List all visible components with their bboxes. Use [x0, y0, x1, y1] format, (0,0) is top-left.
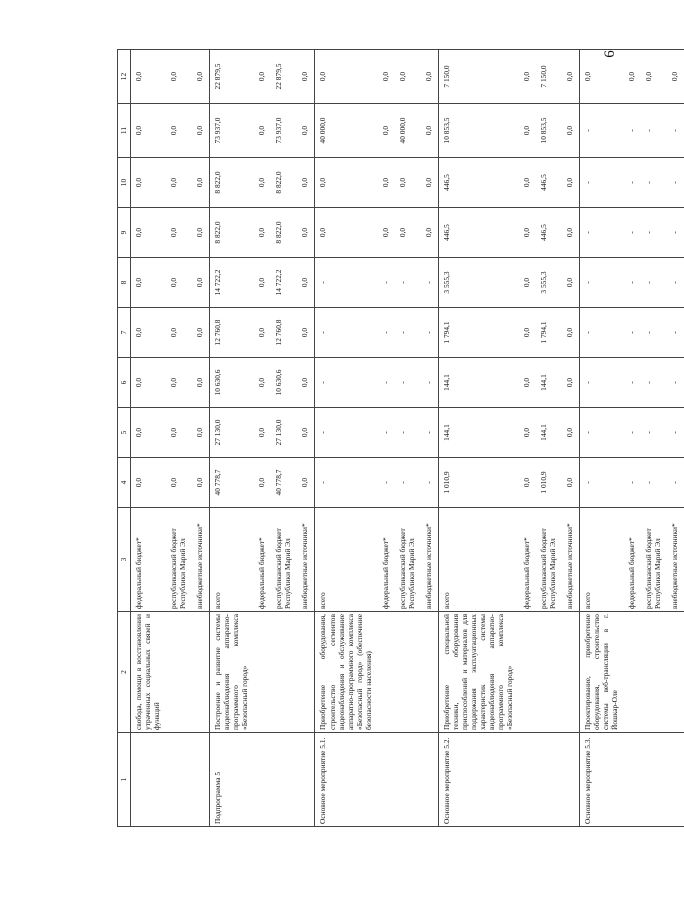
description-cell [562, 612, 580, 733]
funding-source-cell: внебюджетные источники* [297, 508, 315, 612]
column-number: 11 [118, 104, 131, 158]
description-cell [421, 612, 439, 733]
rotated-page [117, 50, 680, 827]
value-cell: 0,0 [297, 308, 315, 358]
value-cell: 10 853,5 [536, 104, 562, 158]
page-number: 6 [602, 50, 618, 58]
value-cell: 0,0 [297, 50, 315, 104]
value-cell: - [395, 258, 421, 308]
description-cell [624, 612, 641, 733]
value-cell: 0,0 [192, 104, 210, 158]
column-number: 8 [118, 258, 131, 308]
value-cell: 0,0 [192, 308, 210, 358]
value-cell: 0,0 [131, 208, 167, 258]
value-cell: 0,0 [519, 358, 536, 408]
value-cell: 0,0 [315, 158, 378, 208]
value-cell: 0,0 [297, 408, 315, 458]
column-number: 12 [118, 50, 131, 104]
value-cell: 0,0 [395, 208, 421, 258]
value-cell: - [667, 308, 684, 358]
program-cell [519, 733, 536, 827]
program-cell [378, 733, 395, 827]
value-cell: 0,0 [624, 50, 641, 104]
value-cell: 0,0 [315, 50, 378, 104]
table-row [641, 50, 667, 827]
value-cell: - [624, 104, 641, 158]
value-cell: 0,0 [562, 50, 580, 104]
funding-source-cell: федеральный бюджет* [519, 508, 536, 612]
value-cell: - [641, 104, 667, 158]
value-cell: 0,0 [562, 358, 580, 408]
table-row [421, 50, 439, 827]
value-cell: - [667, 158, 684, 208]
column-number-row [118, 50, 131, 827]
value-cell: 0,0 [562, 104, 580, 158]
value-cell: - [378, 258, 395, 308]
value-cell: - [667, 258, 684, 308]
column-number: 3 [118, 508, 131, 612]
value-cell: 0,0 [580, 50, 625, 104]
value-cell: 0,0 [421, 208, 439, 258]
value-cell: 0,0 [519, 104, 536, 158]
funding-source-cell: республиканский бюджет Республики Марий Эл [395, 508, 421, 612]
value-cell: - [667, 458, 684, 508]
program-cell [297, 733, 315, 827]
value-cell: - [641, 408, 667, 458]
program-cell [166, 733, 192, 827]
value-cell: 0,0 [192, 258, 210, 308]
value-cell: 0,0 [421, 158, 439, 208]
funding-source-cell: федеральный бюджет* [624, 508, 641, 612]
program-cell [395, 733, 421, 827]
value-cell: - [421, 408, 439, 458]
value-cell: 0,0 [562, 208, 580, 258]
program-cell [667, 733, 684, 827]
value-cell: 0,0 [421, 50, 439, 104]
value-cell: 27 130,0 [271, 408, 297, 458]
value-cell: 0,0 [254, 458, 271, 508]
value-cell: - [641, 208, 667, 258]
funding-source-cell: всего [438, 508, 519, 612]
value-cell: 3 555,3 [438, 258, 519, 308]
funding-source-cell: республиканский бюджет Республики Марий Эл [166, 508, 192, 612]
program-cell [562, 733, 580, 827]
column-number: 4 [118, 458, 131, 508]
value-cell: 0,0 [641, 50, 667, 104]
value-cell: 0,0 [254, 104, 271, 158]
value-cell: 0,0 [378, 104, 395, 158]
value-cell: 0,0 [192, 408, 210, 458]
value-cell: - [395, 308, 421, 358]
value-cell: 8 822,0 [210, 158, 255, 208]
value-cell: 0,0 [519, 208, 536, 258]
value-cell: 0,0 [315, 208, 378, 258]
value-cell: 0,0 [519, 50, 536, 104]
description-cell [254, 612, 271, 733]
value-cell: - [624, 408, 641, 458]
value-cell: 73 937,0 [210, 104, 255, 158]
value-cell: 0,0 [166, 50, 192, 104]
column-number: 6 [118, 358, 131, 408]
value-cell: 0,0 [131, 458, 167, 508]
description-cell [271, 612, 297, 733]
value-cell: 0,0 [297, 104, 315, 158]
value-cell: 0,0 [562, 458, 580, 508]
value-cell: - [641, 458, 667, 508]
value-cell: 144,1 [438, 358, 519, 408]
value-cell: 446,5 [536, 158, 562, 208]
funding-source-cell: республиканский бюджет Республики Марий Эл [536, 508, 562, 612]
value-cell: 1 010,9 [536, 458, 562, 508]
value-cell: - [641, 158, 667, 208]
value-cell: - [667, 408, 684, 458]
value-cell: - [315, 458, 378, 508]
value-cell: 0,0 [192, 358, 210, 408]
funding-source-cell: федеральный бюджет* [378, 508, 395, 612]
value-cell: 0,0 [562, 308, 580, 358]
value-cell: 0,0 [166, 308, 192, 358]
value-cell: - [378, 308, 395, 358]
program-cell [131, 733, 167, 827]
value-cell: 0,0 [378, 50, 395, 104]
funding-source-cell: внебюджетные источники* [192, 508, 210, 612]
value-cell: 0,0 [254, 358, 271, 408]
value-cell: 10 630,6 [210, 358, 255, 408]
value-cell: 14 722,2 [271, 258, 297, 308]
value-cell: 22 879,5 [271, 50, 297, 104]
value-cell: 0,0 [131, 308, 167, 358]
column-number: 9 [118, 208, 131, 258]
value-cell: - [378, 358, 395, 408]
value-cell: 0,0 [166, 158, 192, 208]
description-cell [378, 612, 395, 733]
table-row [378, 50, 395, 827]
table-row [580, 50, 625, 827]
value-cell: - [624, 308, 641, 358]
table-body [118, 50, 684, 827]
value-cell: 7 150,0 [536, 50, 562, 104]
value-cell: - [421, 458, 439, 508]
value-cell: 0,0 [166, 104, 192, 158]
table-row [254, 50, 271, 827]
value-cell: 8 822,0 [271, 208, 297, 258]
value-cell: 0,0 [519, 158, 536, 208]
column-number: 2 [118, 612, 131, 733]
description-cell [536, 612, 562, 733]
value-cell: 0,0 [254, 50, 271, 104]
value-cell: - [580, 308, 625, 358]
value-cell: 10 853,5 [438, 104, 519, 158]
value-cell: - [580, 258, 625, 308]
value-cell: 27 130,0 [210, 408, 255, 458]
value-cell: 446,5 [438, 208, 519, 258]
program-cell [624, 733, 641, 827]
funding-source-cell: федеральный бюджет* [254, 508, 271, 612]
funding-source-cell: федеральный бюджет* [131, 508, 167, 612]
value-cell: 7 150,0 [438, 50, 519, 104]
value-cell: 0,0 [166, 458, 192, 508]
value-cell: 0,0 [131, 258, 167, 308]
funding-source-cell: всего [580, 508, 625, 612]
budget-table [117, 49, 684, 827]
value-cell: 0,0 [667, 50, 684, 104]
value-cell: - [421, 358, 439, 408]
value-cell: - [624, 258, 641, 308]
value-cell: - [421, 308, 439, 358]
value-cell: - [315, 358, 378, 408]
description-cell: Построение и развитие системы видеонаблюдения аппаратно-программного комплекса «Безопасный город» [210, 612, 255, 733]
value-cell: 8 822,0 [271, 158, 297, 208]
program-cell: Подпрограмма 5 [210, 733, 255, 827]
value-cell: 0,0 [131, 158, 167, 208]
table-row [624, 50, 641, 827]
value-cell: - [395, 408, 421, 458]
funding-source-cell: республиканский бюджет Республики Марий Эл [641, 508, 667, 612]
value-cell: - [315, 258, 378, 308]
value-cell: - [580, 408, 625, 458]
value-cell: 0,0 [166, 408, 192, 458]
description-cell [641, 612, 667, 733]
program-cell: Основное мероприятие 5.2. [438, 733, 519, 827]
table-row [210, 50, 255, 827]
funding-source-cell: внебюджетные источники* [421, 508, 439, 612]
table-row [192, 50, 210, 827]
value-cell: - [421, 258, 439, 308]
value-cell: 0,0 [519, 308, 536, 358]
value-cell: - [624, 358, 641, 408]
value-cell: - [667, 208, 684, 258]
table-row [395, 50, 421, 827]
value-cell: 0,0 [131, 104, 167, 158]
description-cell: Приобретение специальной техники, оборудования приспособлений и материалов для поддержания эксплуатационных характеристик системы видеонаблюдения аппаратно-программного комплекса «Безопасный город» [438, 612, 519, 733]
value-cell: 0,0 [297, 258, 315, 308]
funding-source-cell: всего [315, 508, 378, 612]
value-cell: 22 879,5 [210, 50, 255, 104]
funding-source-cell: республиканский бюджет Республики Марий Эл [271, 508, 297, 612]
table-row [519, 50, 536, 827]
value-cell: 0,0 [297, 458, 315, 508]
program-cell: Основное мероприятие 5.3. [580, 733, 625, 827]
value-cell: 0,0 [166, 358, 192, 408]
value-cell: - [624, 458, 641, 508]
value-cell: 8 822,0 [210, 208, 255, 258]
value-cell: - [580, 104, 625, 158]
value-cell: 14 722,2 [210, 258, 255, 308]
value-cell: - [580, 458, 625, 508]
value-cell: - [378, 408, 395, 458]
program-cell [254, 733, 271, 827]
description-cell: Приобретение оборудования, строительство сегментов видеонаблюдения и обслуживание аппаратно-программного комплекса «Безопасный город» (обеспечение безопасности населения) [315, 612, 378, 733]
value-cell: 3 555,3 [536, 258, 562, 308]
value-cell: - [580, 158, 625, 208]
value-cell: 0,0 [254, 408, 271, 458]
table-row [438, 50, 519, 827]
value-cell: 0,0 [131, 408, 167, 458]
table-row [297, 50, 315, 827]
description-cell [395, 612, 421, 733]
column-number: 10 [118, 158, 131, 208]
value-cell: - [624, 208, 641, 258]
value-cell: 1 794,1 [536, 308, 562, 358]
program-cell [271, 733, 297, 827]
description-cell [519, 612, 536, 733]
value-cell: 0,0 [519, 458, 536, 508]
program-cell [192, 733, 210, 827]
description-cell [166, 612, 192, 733]
value-cell: 0,0 [254, 158, 271, 208]
description-cell [667, 612, 684, 733]
value-cell: - [378, 458, 395, 508]
value-cell: 10 630,6 [271, 358, 297, 408]
value-cell: - [580, 358, 625, 408]
value-cell: - [315, 408, 378, 458]
funding-source-cell: внебюджетные источники* [562, 508, 580, 612]
value-cell: 0,0 [378, 158, 395, 208]
value-cell: 0,0 [254, 308, 271, 358]
column-number: 5 [118, 408, 131, 458]
table-row [131, 50, 167, 827]
value-cell: 1 794,1 [438, 308, 519, 358]
value-cell: 40 778,7 [210, 458, 255, 508]
table-row [667, 50, 684, 827]
value-cell: 0,0 [378, 208, 395, 258]
value-cell: 0,0 [562, 158, 580, 208]
value-cell: 0,0 [131, 358, 167, 408]
description-cell [297, 612, 315, 733]
description-cell [192, 612, 210, 733]
value-cell: 0,0 [192, 50, 210, 104]
value-cell: - [667, 358, 684, 408]
value-cell: 0,0 [395, 50, 421, 104]
program-cell: Основное мероприятие 5.1. [315, 733, 378, 827]
value-cell: 0,0 [166, 208, 192, 258]
value-cell: 0,0 [519, 258, 536, 308]
program-cell [536, 733, 562, 827]
table-row [271, 50, 297, 827]
value-cell: - [580, 208, 625, 258]
value-cell: - [667, 104, 684, 158]
description-cell: Проектирование, приобретение оборудования, строительство системы веб-трансляции в г. Йошкар-Оле [580, 612, 625, 733]
value-cell: 0,0 [297, 208, 315, 258]
value-cell: - [395, 358, 421, 408]
value-cell: 40 000,0 [395, 104, 421, 158]
program-cell [421, 733, 439, 827]
table-row [536, 50, 562, 827]
value-cell: 144,1 [536, 408, 562, 458]
value-cell: 144,1 [438, 408, 519, 458]
value-cell: 144,1 [536, 358, 562, 408]
value-cell: - [641, 308, 667, 358]
value-cell: 0,0 [297, 358, 315, 408]
value-cell: 446,5 [536, 208, 562, 258]
value-cell: 0,0 [254, 258, 271, 308]
value-cell: - [641, 358, 667, 408]
value-cell: 0,0 [519, 408, 536, 458]
value-cell: - [395, 458, 421, 508]
value-cell: 0,0 [421, 104, 439, 158]
value-cell: 1 010,9 [438, 458, 519, 508]
value-cell: - [624, 158, 641, 208]
value-cell: 0,0 [166, 258, 192, 308]
value-cell: 0,0 [562, 408, 580, 458]
value-cell: 0,0 [562, 258, 580, 308]
program-cell [641, 733, 667, 827]
column-number: 1 [118, 733, 131, 827]
value-cell: 0,0 [131, 50, 167, 104]
value-cell: - [641, 258, 667, 308]
value-cell: 0,0 [192, 458, 210, 508]
value-cell: 0,0 [254, 208, 271, 258]
value-cell: 446,5 [438, 158, 519, 208]
table-row [562, 50, 580, 827]
description-cell: свобода, помощи в восстановлении утраченных социальных связей и функций [131, 612, 167, 733]
value-cell: 0,0 [192, 208, 210, 258]
table-row [315, 50, 378, 827]
value-cell: 12 760,8 [210, 308, 255, 358]
value-cell: 0,0 [192, 158, 210, 208]
value-cell: - [315, 308, 378, 358]
value-cell: 0,0 [395, 158, 421, 208]
value-cell: 40 778,7 [271, 458, 297, 508]
value-cell: 40 000,0 [315, 104, 378, 158]
table-row [166, 50, 192, 827]
funding-source-cell: всего [210, 508, 255, 612]
value-cell: 0,0 [297, 158, 315, 208]
column-number: 7 [118, 308, 131, 358]
funding-source-cell: внебюджетные источники* [667, 508, 684, 612]
value-cell: 73 937,0 [271, 104, 297, 158]
value-cell: 12 760,8 [271, 308, 297, 358]
